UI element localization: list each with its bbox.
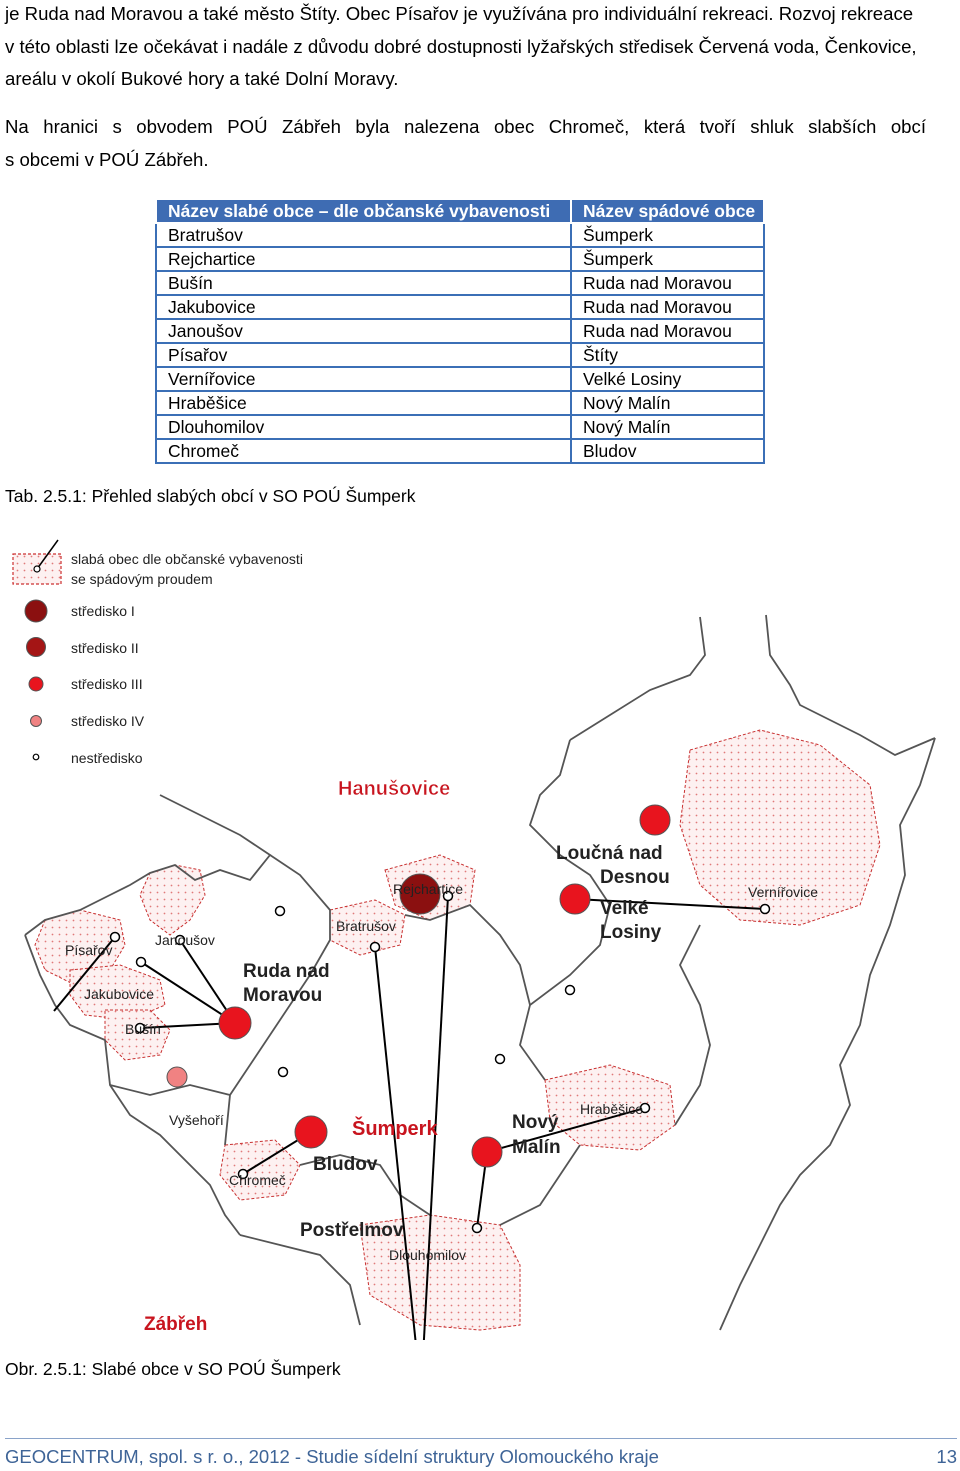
label-pisarov: Písařov xyxy=(65,942,113,958)
label-vernirovice: Vernířovice xyxy=(748,884,819,900)
chromec-paragraph xyxy=(5,111,926,176)
centre3-legend-icon xyxy=(29,677,43,691)
ruda-centre-icon xyxy=(219,1007,251,1039)
table-row xyxy=(156,295,764,319)
label-loucna-line1: Loučná nad xyxy=(556,843,663,864)
border-north-inner xyxy=(570,617,705,740)
centre4-legend-icon xyxy=(31,716,42,727)
legend-centre1: středisko I xyxy=(71,603,135,619)
bratrusov-dot xyxy=(371,943,380,952)
catchment-cell: Nový Malín xyxy=(571,415,764,439)
table-header-row xyxy=(156,199,764,223)
table-row xyxy=(156,223,764,247)
map-caption: Obr. 2.5.1: Slabé obce v SO POÚ Šumperk xyxy=(5,1359,341,1379)
header-weak-village: Název slabé obce – dle občanské vybavenosti xyxy=(156,199,571,223)
label-sumperk: Šumperk xyxy=(352,1118,438,1140)
velke-losiny-centre-icon xyxy=(560,884,590,914)
weak-village-cell: Bušín xyxy=(156,271,571,295)
label-busin: Bušín xyxy=(125,1021,161,1037)
weak-village-cell: Dlouhomilov xyxy=(156,415,571,439)
vernirovice-dot xyxy=(761,905,770,914)
label-ruda-line2: Moravou xyxy=(243,985,323,1006)
pisarov-dot xyxy=(111,933,120,942)
weak-village-cell: Hraběšice xyxy=(156,391,571,415)
border-inner-7 xyxy=(110,1085,230,1095)
catchment-cell: Šumperk xyxy=(571,247,764,271)
weak-village-cell: Jakubovice xyxy=(156,295,571,319)
catchment-cell: Ruda nad Moravou xyxy=(571,271,764,295)
border-inner-3 xyxy=(405,905,530,1005)
label-hanusovice: Hanušovice xyxy=(338,778,451,800)
border-inner-6 xyxy=(675,925,710,1125)
table-row xyxy=(156,367,764,391)
legend-centre4: středisko IV xyxy=(71,713,145,729)
legend-centre2: středisko II xyxy=(71,640,139,656)
legend-centre3: středisko III xyxy=(71,676,143,692)
bludov-centre-icon xyxy=(295,1116,327,1148)
jakubovice-dot xyxy=(137,958,146,967)
weak-village-cell: Písařov xyxy=(156,343,571,367)
dlouhomilov-dot xyxy=(473,1224,482,1233)
catchment-cell: Ruda nad Moravou xyxy=(571,295,764,319)
table-row xyxy=(156,391,764,415)
footer-text: GEOCENTRUM, spol. s r. o., 2012 - Studie sídelní struktury Olomouckého kraje xyxy=(5,1446,659,1467)
non-centre-legend-icon xyxy=(33,754,39,760)
label-rejchartice: Rejchartice xyxy=(393,881,464,897)
janousov-area xyxy=(140,865,205,935)
table-row xyxy=(156,343,764,367)
table-row xyxy=(156,439,764,463)
table-row xyxy=(156,319,764,343)
loucna-centre-icon xyxy=(640,805,670,835)
weak-villages-map xyxy=(0,525,960,1340)
table-row xyxy=(156,271,764,295)
catchment-cell: Nový Malín xyxy=(571,391,764,415)
label-bludov: Bludov xyxy=(313,1154,378,1175)
catchment-cell: Bludov xyxy=(571,439,764,463)
map-legend xyxy=(13,540,303,766)
novy-malin-centre-icon xyxy=(472,1137,502,1167)
label-novy: Nový xyxy=(512,1112,559,1133)
weak-village-cell: Janoušov xyxy=(156,319,571,343)
weak-villages-table xyxy=(155,198,765,464)
label-janousov: Janoušov xyxy=(155,932,215,948)
catchment-cell: Ruda nad Moravou xyxy=(571,319,764,343)
village-dot xyxy=(279,1068,288,1077)
village-dot xyxy=(276,907,285,916)
weak-village-cell: Bratrušov xyxy=(156,223,571,247)
border-southwest xyxy=(240,1235,360,1325)
label-zabreh: Zábřeh xyxy=(144,1314,208,1335)
village-dot xyxy=(566,986,575,995)
intro-paragraph: je Ruda nad Moravou a také město Štíty. Obec Písařov je využívána pro individuální rekreaci. Rozvoj rekreace v této oblasti lze očekávat i nadále z důvodu dobré dostupnosti lyžařských středisek Červená voda, Čenkovice, areálu v okolí Bukové hory a také Dolní Moravy. xyxy=(5,3,917,89)
weak-village-cell: Rejchartice xyxy=(156,247,571,271)
header-catchment-village: Název spádové obce xyxy=(571,199,764,223)
chromec-area xyxy=(220,1140,300,1200)
chromec-paragraph-line1: Na hranici s obvodem POÚ Zábřeh byla nalezena obec Chromeč, která tvoří shluk slabších obcí xyxy=(5,116,926,137)
label-loucna-line2: Desnou xyxy=(600,867,670,888)
centre2-legend-icon xyxy=(27,638,46,657)
table-row xyxy=(156,415,764,439)
label-velke-line1: Velké xyxy=(600,898,649,919)
catchment-cell: Štíty xyxy=(571,343,764,367)
border-northeast xyxy=(766,615,935,755)
legend-weak-line2: se spádovým proudem xyxy=(71,571,213,587)
label-jakubovice: Jakubovice xyxy=(84,986,155,1002)
label-bratrusov: Bratrušov xyxy=(336,918,396,934)
weak-village-legend-dot xyxy=(34,566,40,572)
stity-centre-icon xyxy=(167,1067,187,1087)
legend-none: nestředisko xyxy=(71,750,143,766)
label-velke-line2: Losiny xyxy=(600,922,662,943)
legend-weak-line1: slabá obec dle občanské vybavenosti xyxy=(71,551,303,567)
table-caption: Tab. 2.5.1: Přehled slabých obcí v SO POÚ Šumperk xyxy=(5,486,416,506)
label-hrabesice: Hraběšice xyxy=(580,1101,644,1117)
catchment-cell: Šumperk xyxy=(571,223,764,247)
page-footer xyxy=(5,1446,957,1468)
centre1-legend-icon xyxy=(25,600,47,622)
village-dot xyxy=(496,1055,505,1064)
weak-village-cell: Vernířovice xyxy=(156,367,571,391)
label-postrelmov: Postřelmov xyxy=(300,1220,404,1241)
label-ruda-line1: Ruda nad xyxy=(243,961,330,982)
table-row xyxy=(156,247,764,271)
label-dlouhomilov: Dlouhomilov xyxy=(389,1247,467,1263)
page-number: 13 xyxy=(936,1446,957,1467)
weak-village-cell: Chromeč xyxy=(156,439,571,463)
chromec-paragraph-line2: s obcemi v POÚ Zábřeh. xyxy=(5,148,209,170)
catchment-cell: Velké Losiny xyxy=(571,367,764,391)
label-malin: Malín xyxy=(512,1137,561,1158)
weak-village-areas xyxy=(35,730,880,1330)
label-vysehori: Vyšehoří xyxy=(169,1112,224,1128)
footer-rule xyxy=(5,1438,957,1439)
label-chromec: Chromeč xyxy=(229,1172,286,1188)
